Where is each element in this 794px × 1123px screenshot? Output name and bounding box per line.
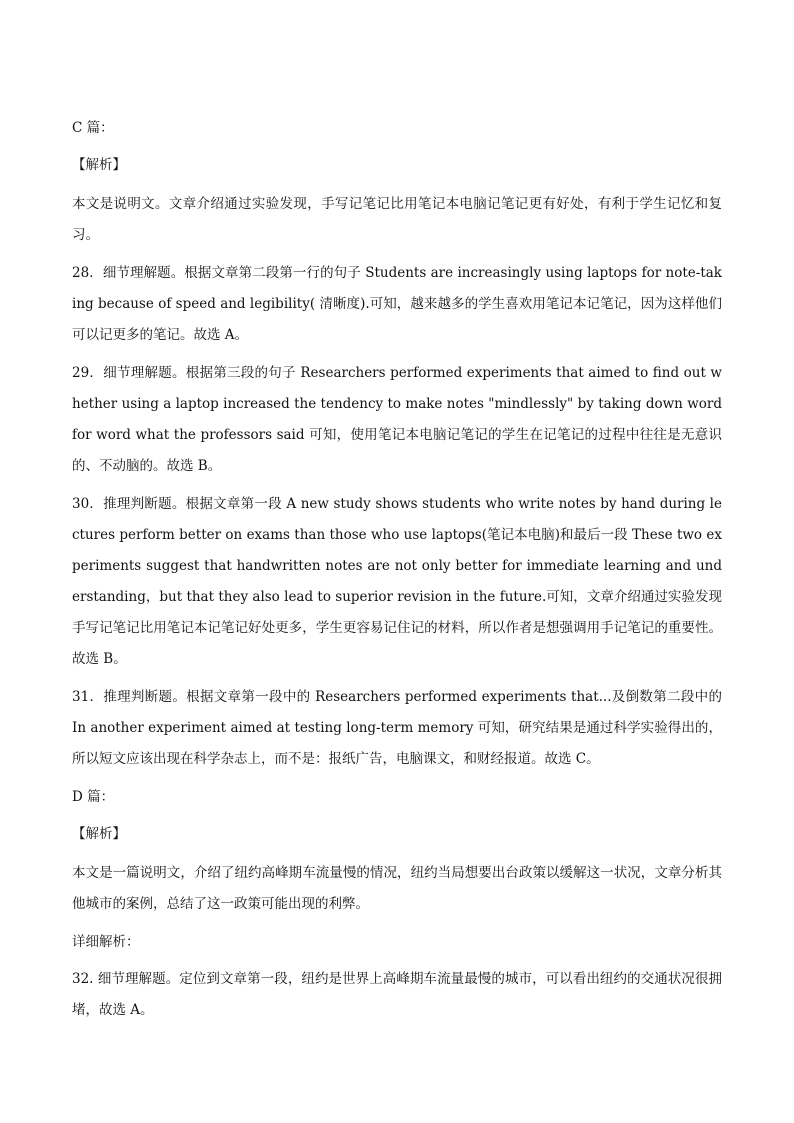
detail-analysis-label: 详细解析： (72, 934, 140, 950)
question-32-explanation: 32. 细节理解题。定位到文章第一段，纽约是世界上高峰期车流量最慢的城市，可以看出纽约的交通状况很拥堵，故选 A。 (72, 971, 722, 1018)
document-page (72, 113, 722, 1033)
question-30-explanation: 30．推理判断题。根据文章第一段 A new study shows students who write notes by hand during lectures perform better on exams than those who use laptops(笔记本电脑)和最后一段 These two experiments suggest that handwritten notes are not only better for immediate learning and understanding，but that they also lead to superior revision in the future.可知，文章介绍通过实验发现手写记笔记比用笔记本记笔记好处更多，学生更容易记住记的材料，所以作者是想强调用手记笔记的重要性。故选 B。 (72, 496, 722, 667)
question-28-explanation: 28．细节理解题。根据文章第二段第一行的句子 Students are increasingly using laptops for note-taking because of speed and legibility( 清晰度).可知，越来越多的学生喜欢用笔记本记笔记，因为这样他们可以记更多的笔记。故选 A。 (72, 265, 722, 343)
section-d-title: D 篇： (72, 789, 115, 805)
section-c-analysis-tag: 【解析】 (72, 157, 126, 173)
section-c-title: C 篇： (72, 120, 114, 136)
section-c-summary: 本文是说明文。文章介绍通过实验发现，手写记笔记比用笔记本电脑记笔记更有好处，有利于学生记忆和复习。 (72, 196, 722, 243)
section-d-summary: 本文是一篇说明文，介绍了纽约高峰期车流量慢的情况，纽约当局想要出台政策以缓解这一状况，文章分析其他城市的案例，总结了这一政策可能出现的利弊。 (72, 865, 722, 912)
question-31-explanation: 31．推理判断题。根据文章第一段中的 Researchers performed experiments that...及倒数第二段中的 In another experiment aimed at testing long-term memory 可知，研究结果是通过科学实验得出的，所以短文应该出现在科学杂志上，而不是：报纸广告，电脑课文，和财经报道。故选 C。 (72, 689, 722, 767)
question-29-explanation: 29．细节理解题。根据第三段的句子 Researchers performed experiments that aimed to find out whether using a laptop increased the tendency to make notes "mindlessly" by taking down word for word what the professors said 可知，使用笔记本电脑记笔记的学生在记笔记的过程中往往是无意识的、不动脑的。故选 B。 (72, 365, 722, 474)
section-d-analysis-tag: 【解析】 (72, 826, 126, 842)
